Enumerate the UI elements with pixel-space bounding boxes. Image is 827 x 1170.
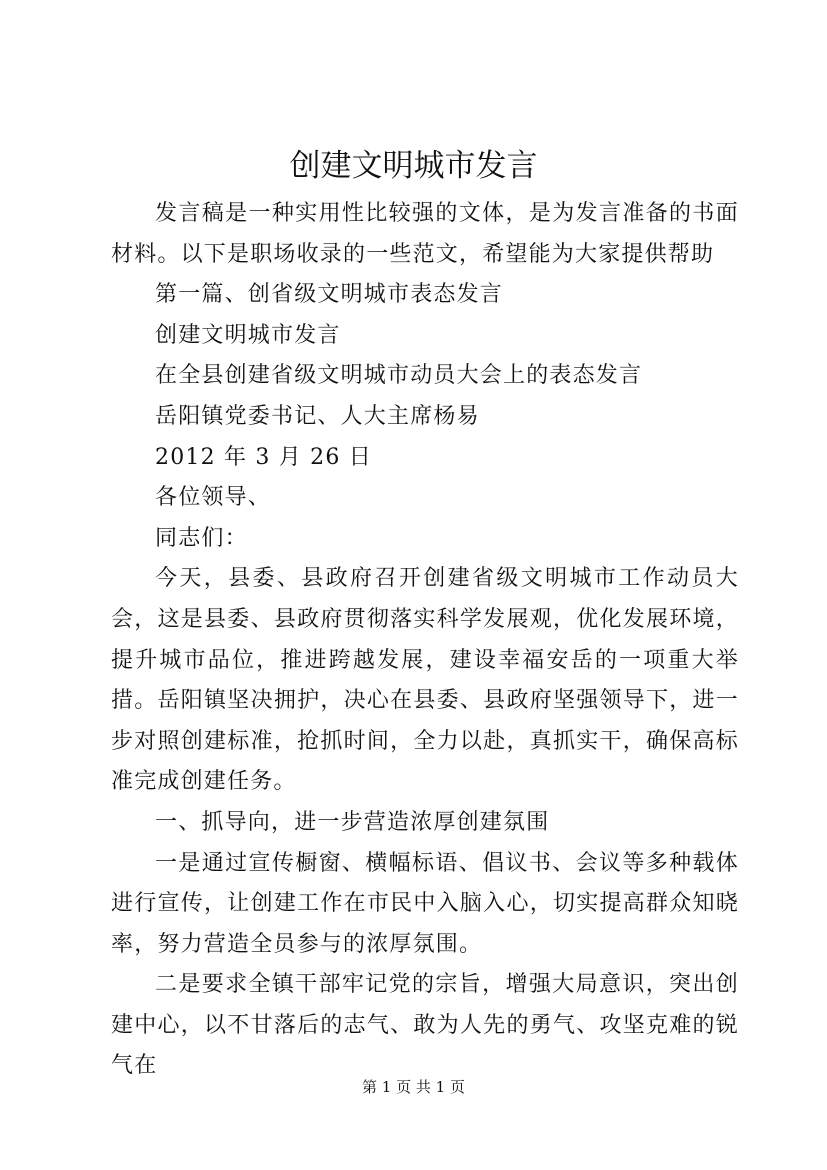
- paragraph-salutation-1: 各位领导、: [155, 485, 272, 511]
- paragraph-salutation-2: 同志们：: [155, 525, 248, 551]
- paragraph-body-1: 今天，县委、县政府召开创建省级文明城市工作动员大会，这是县委、县政府贯彻落实科学发展观，优化发展环境，提升城市品位，推进跨越发展，建设幸福安岳的一项重大举措。岳阳镇坚决拥护，决心在县委、县政府坚强领导下，进一步对照创建标准，抢抓时间，全力以赴，真抓实干，确保高标准完成创建任务。: [111, 566, 739, 795]
- paragraph-date: 2012 年 3 月 26 日: [155, 444, 372, 470]
- paragraph-speaker: 岳阳镇党委书记、人大主席杨易: [155, 403, 480, 429]
- document-body: [111, 194, 739, 1087]
- page-footer: 第 1 页 共 1 页: [362, 1078, 465, 1096]
- paragraph-intro: 发言稿是一种实用性比较强的文体，是为发言准备的书面材料。以下是职场收录的一些范文，希望能为大家提供帮助: [111, 201, 739, 267]
- document-title: 创建文明城市发言: [289, 148, 538, 184]
- paragraph-occasion: 在全县创建省级文明城市动员大会上的表态发言: [155, 363, 643, 389]
- paragraph-subtitle: 创建文明城市发言: [155, 322, 341, 348]
- paragraph-heading-1: 第一篇、创省级文明城市表态发言: [155, 282, 504, 308]
- paragraph-body-2: 一是通过宣传橱窗、横幅标语、倡议书、会议等多种载体进行宣传，让创建工作在市民中入脑入心，切实提高群众知晓率，努力营造全员参与的浓厚氛围。: [111, 850, 739, 957]
- paragraph-section-heading: 一、抓导向，进一步营造浓厚创建氛围: [155, 809, 550, 835]
- paragraph-body-3: 二是要求全镇干部牢记党的宗旨，增强大局意识，突出创建中心，以不甘落后的志气、敢为人先的勇气、攻坚克难的锐气在: [111, 972, 739, 1079]
